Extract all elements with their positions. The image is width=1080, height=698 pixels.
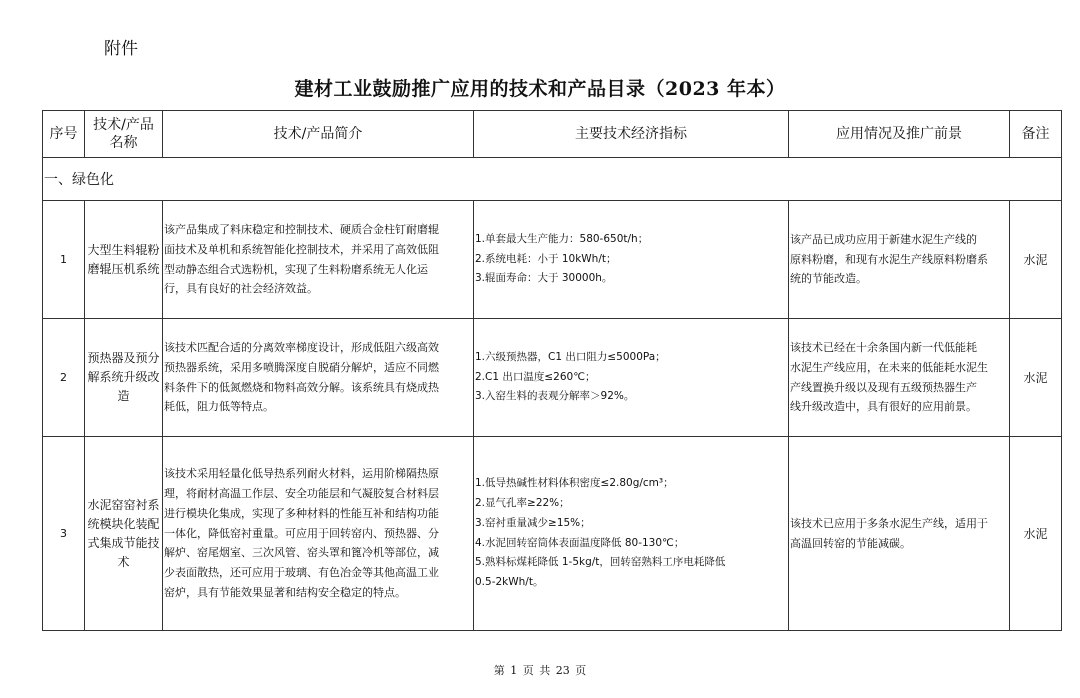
tech-intro-line: 进行模块化集成，实现了多种材料的性能互补和结构功能 <box>164 506 439 520</box>
header-application: 应用情况及推广前景 <box>789 111 1010 158</box>
application-line: 该技术已应用于多条水泥生产线，适用于 <box>790 516 988 530</box>
header-name-line: 技术/产品 <box>93 117 154 133</box>
application-line: 产线置换升级以及现有五级预热器生产 <box>790 380 977 394</box>
section-row <box>43 158 1062 201</box>
row-number: 3 <box>43 437 85 631</box>
tech-name-line: 解系统升级改 <box>87 370 160 384</box>
header-name <box>85 111 163 158</box>
tech-specs <box>474 201 789 319</box>
tech-name-line: 术 <box>117 554 130 569</box>
application-line: 统的节能改造。 <box>790 272 867 286</box>
tech-spec-line: 3.窑衬重量减少≥15%； <box>475 516 591 529</box>
tech-intro-line: 行，具有良好的社会经济效益。 <box>164 282 318 296</box>
application-line: 高温回转窑的节能减碳。 <box>790 536 911 550</box>
tech-intro-line: 该技术匹配合适的分离效率梯度设计，形成低阻六级高效 <box>164 340 439 354</box>
note: 水泥 <box>1010 201 1062 319</box>
row-number: 1 <box>43 201 85 319</box>
tech-intro-line: 少表面散热，还可应用于玻璃、有色冶金等其他高温工业 <box>164 566 439 580</box>
table-header-row <box>43 111 1062 158</box>
tech-intro-line: 料条件下的低氮燃烧和物料高效分解。该系统具有烧成热 <box>164 380 439 394</box>
tech-spec-line: 5.熟料标煤耗降低 1-5kg/t，回转窑熟料工序电耗降低 <box>475 556 726 569</box>
attachment-label: 附件 <box>104 39 138 59</box>
tech-intro-line: 预热器系统，采用多喷腾深度自脱硝分解炉，适应不同燃 <box>164 360 439 374</box>
page-footer: 第 1 页 共 23 页 <box>493 664 587 677</box>
tech-intro-line: 窑炉，具有节能效果显著和结构安全稳定的特点。 <box>164 585 406 599</box>
tech-spec-line: 1.低导热碱性材料体积密度≤2.80g/cm³； <box>475 477 674 490</box>
tech-spec-line: 3.入窑生料的表观分解率＞92%。 <box>475 390 635 403</box>
header-intro: 技术/产品简介 <box>163 111 474 158</box>
table-row <box>43 319 1062 437</box>
tech-name-line: 预热器及预分 <box>87 351 160 365</box>
tech-spec-line: 2.C1 出口温度≤260℃； <box>475 370 596 383</box>
application-line: 该产品已成功应用于新建水泥生产线的 <box>790 232 977 246</box>
tech-intro <box>163 201 474 319</box>
note: 水泥 <box>1010 437 1062 631</box>
tech-intro <box>163 319 474 437</box>
document-title: 建材工业鼓励推广应用的技术和产品目录（2023 年本） <box>294 78 786 100</box>
catalog-table <box>42 110 1062 631</box>
tech-name-line: 式集成节能技 <box>87 535 160 550</box>
tech-name <box>85 437 163 631</box>
header-no: 序号 <box>43 111 85 158</box>
application-line: 原料粉磨，和现有水泥生产线原料粉磨系 <box>790 252 988 266</box>
application-prospects <box>789 319 1010 437</box>
tech-intro-line: 耗低，阻力低等特点。 <box>164 400 274 414</box>
tech-intro <box>163 437 474 631</box>
table-row <box>43 437 1062 631</box>
application-prospects <box>789 201 1010 319</box>
header-specs: 主要技术经济指标 <box>474 111 789 158</box>
tech-name-line: 水泥窑窑衬系 <box>87 497 160 512</box>
tech-name-line: 统模块化装配 <box>87 516 160 531</box>
tech-spec-line: 4.水泥回转窑筒体表面温度降低 80-130℃； <box>475 536 685 549</box>
table-row <box>43 201 1062 319</box>
tech-spec-line: 1.六级预热器，C1 出口阻力≤5000Pa； <box>475 350 666 363</box>
tech-spec-line: 1.单套最大生产能力：580-650t/h； <box>475 232 649 245</box>
tech-spec-line: 2.系统电耗：小于 10kWh/t； <box>475 252 617 265</box>
tech-intro-line: 该技术采用轻量化低导热系列耐火材料，运用阶梯隔热原 <box>164 467 439 481</box>
tech-intro-line: 型动静态组合式选粉机，实现了生料粉磨系统无人化运 <box>164 262 428 276</box>
tech-name-line: 磨辊压机系统 <box>87 261 160 276</box>
header-name-line: 名称 <box>109 135 138 151</box>
tech-name-line: 大型生料辊粉 <box>87 242 160 257</box>
tech-intro-line: 理，将耐材高温工作层、安全功能层和气凝胶复合材料层 <box>164 487 439 500</box>
tech-spec-line: 3.辊面寿命：大于 30000h。 <box>475 272 613 285</box>
tech-spec-line: 2.显气孔率≥22%； <box>475 496 570 509</box>
application-line: 水泥生产线应用，在未来的低能耗水泥生 <box>790 360 988 374</box>
row-number: 2 <box>43 319 85 437</box>
application-line: 线升级改造中，具有很好的应用前景。 <box>790 400 977 414</box>
tech-name <box>85 319 163 437</box>
section-title: 一、绿色化 <box>43 158 1062 201</box>
tech-intro-line: 一体化，降低窑衬重量。可应用于回转窑内、预热器、分 <box>164 526 439 540</box>
tech-spec-line: 0.5-2kWh/t。 <box>475 576 544 589</box>
tech-intro-line: 解炉、窑尾烟室、三次风管、窑头罩和篦冷机等部位，减 <box>164 546 439 560</box>
tech-intro-line: 该产品集成了料床稳定和控制技术、硬质合金柱钉耐磨辊 <box>164 222 439 236</box>
tech-specs <box>474 319 789 437</box>
application-prospects <box>789 437 1010 631</box>
tech-name <box>85 201 163 319</box>
tech-name-line: 造 <box>117 389 130 403</box>
tech-intro-line: 面技术及单机和系统智能化控制技术，并采用了高效低阻 <box>164 242 439 256</box>
tech-specs <box>474 437 789 631</box>
header-note: 备注 <box>1010 111 1062 158</box>
note: 水泥 <box>1010 319 1062 437</box>
application-line: 该技术已经在十余条国内新一代低能耗 <box>790 340 977 354</box>
